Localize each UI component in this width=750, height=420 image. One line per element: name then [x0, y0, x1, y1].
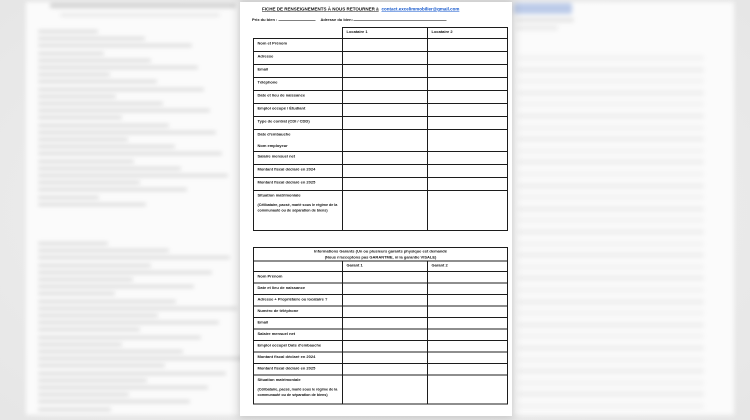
blur-bar	[38, 188, 187, 191]
row-label-cell	[254, 329, 343, 341]
value-cell-col1	[343, 39, 428, 52]
blur-bar	[38, 52, 104, 55]
value-cell-col2	[428, 341, 508, 353]
row-label: Salaire mensuel net	[257, 154, 296, 159]
value-cell-col2	[428, 191, 508, 231]
blur-bar	[38, 372, 226, 375]
blur-bar	[518, 206, 704, 212]
value-cell-col1	[343, 375, 428, 404]
blur-bar	[38, 102, 163, 105]
price-label: Prix du bien :	[252, 17, 278, 22]
row-label: Montant fiscal déclaré en 2024	[257, 354, 316, 359]
row-label: Email	[257, 67, 269, 72]
blur-bar	[38, 160, 134, 163]
value-cell-col2	[428, 306, 508, 318]
value-cell-col2	[428, 104, 508, 117]
row-label: Emploi occupé/ Date d'embauche	[257, 343, 322, 348]
table-row	[254, 295, 508, 307]
address-blank-line	[353, 17, 446, 21]
row-label-cell	[254, 117, 343, 130]
blur-bar	[38, 44, 192, 47]
blur-bar	[518, 345, 704, 351]
value-cell-col2	[428, 152, 508, 165]
table-row	[254, 191, 508, 231]
blur-bar	[38, 364, 165, 367]
value-cell-col2	[428, 165, 508, 178]
blur-bar	[518, 391, 704, 397]
blur-bar	[518, 368, 704, 374]
header-garant-2: Garant 2	[428, 261, 508, 272]
blur-bar	[518, 299, 704, 305]
blur-bar	[38, 131, 216, 134]
row-label: Nom et Prénom	[257, 41, 288, 46]
blur-bar	[38, 321, 219, 324]
table-row	[254, 65, 508, 78]
table-row	[254, 341, 508, 353]
value-cell-col2	[428, 283, 508, 295]
table-row	[254, 364, 508, 376]
blur-bar	[514, 3, 572, 14]
email-link[interactable]: contact.excelimmobilier@gmail.com	[381, 6, 460, 12]
blur-bar	[38, 408, 111, 411]
value-cell-col2	[428, 272, 508, 284]
blur-bar	[38, 167, 181, 170]
value-cell-col1	[343, 78, 428, 91]
document-page	[240, 2, 512, 416]
blur-bar	[518, 333, 704, 339]
table-row	[254, 39, 508, 52]
blur-bar	[38, 271, 212, 274]
empty-corner-cell	[254, 28, 343, 39]
row-label-cell	[254, 352, 343, 364]
blur-bar	[38, 400, 190, 403]
header-locataire-2: Locataire 2	[428, 28, 508, 39]
table-row	[254, 130, 508, 152]
value-cell-col2	[428, 130, 508, 152]
row-label: Type de contrat (CDI / CDD)	[257, 119, 310, 124]
row-sublabel: (Célibataire, pacsé, marié sous le régime de la communauté ou de séparation de biens)	[257, 202, 338, 213]
blur-bar	[38, 73, 110, 76]
blur-bar	[518, 380, 704, 386]
blur-bar	[38, 109, 210, 112]
table-row	[254, 352, 508, 364]
blur-bar	[38, 152, 222, 155]
blur-bar	[518, 78, 704, 84]
value-cell-col1	[343, 178, 428, 191]
row-label-cell	[254, 283, 343, 295]
table-row	[254, 165, 508, 178]
blur-bar	[518, 357, 704, 363]
blur-bar	[38, 203, 146, 206]
value-cell-col1	[343, 352, 428, 364]
row-label-cell	[254, 191, 343, 231]
value-cell-col1	[343, 165, 428, 178]
value-cell-col1	[343, 117, 428, 130]
row-label: Date d'embauche	[257, 132, 291, 137]
blur-bar	[38, 30, 98, 33]
table-row	[254, 104, 508, 117]
garants-header-row	[254, 261, 508, 272]
blur-bar	[518, 148, 704, 154]
row-label-cell	[254, 375, 343, 404]
blur-bar	[38, 314, 158, 317]
value-cell-col1	[343, 318, 428, 330]
row-label: Téléphone	[257, 80, 278, 85]
row-label: Montant fiscal déclaré en 2025	[257, 366, 316, 371]
blur-bar	[38, 343, 122, 346]
row-label: Email	[257, 320, 269, 325]
blur-bar	[518, 217, 704, 223]
blur-bar	[518, 252, 704, 258]
row-label-cell	[254, 91, 343, 104]
blur-bar	[38, 300, 176, 303]
blur-bar	[518, 67, 704, 73]
blur-bar	[38, 357, 244, 360]
table-row	[254, 283, 508, 295]
value-cell-col2	[428, 375, 508, 404]
row-label: Adresse	[257, 54, 274, 59]
value-cell-col2	[428, 329, 508, 341]
row-label: Montant fiscal déclaré en 2025	[257, 180, 316, 185]
blur-bar	[518, 125, 704, 131]
blur-bar	[38, 116, 122, 119]
row-label-cell	[254, 152, 343, 165]
header-garant-1: Garant 1	[343, 261, 428, 272]
row-label-cell	[254, 39, 343, 52]
blur-bar	[38, 278, 133, 281]
blur-bar	[38, 138, 128, 141]
blur-bar	[38, 59, 151, 62]
blur-bar	[38, 328, 140, 331]
row-label-cell	[254, 130, 343, 152]
garants-title-line2: (Nous n'acceptons pas GARANTME, ni la garantie VISALE)	[324, 255, 437, 260]
blur-bar	[518, 322, 704, 328]
blur-bar	[38, 174, 228, 177]
table-row	[254, 178, 508, 191]
table-row	[254, 306, 508, 318]
title-text: FICHE DE RENSEIGNEMENTS À NOUS RETOURNER à	[262, 6, 379, 12]
value-cell-col1	[343, 364, 428, 376]
document-page-content	[240, 2, 512, 416]
table-row	[254, 329, 508, 341]
value-cell-col1	[343, 341, 428, 353]
row-label-cell	[254, 341, 343, 353]
row-label: Emploi occupé / Étudiant	[257, 106, 306, 111]
value-cell-col2	[428, 78, 508, 91]
blur-bar	[38, 350, 183, 353]
row-label: Numéro de téléphone	[257, 308, 299, 313]
blur-bar	[38, 264, 151, 267]
price-blank-line	[278, 17, 315, 21]
row-label-cell	[254, 272, 343, 284]
property-info-line	[252, 17, 446, 22]
blur-bar	[38, 249, 169, 252]
blur-bar	[518, 113, 704, 119]
value-cell-col2	[428, 91, 508, 104]
value-cell-col2	[428, 52, 508, 65]
row-label-cell	[254, 364, 343, 376]
blur-bar	[518, 101, 704, 107]
document-title	[262, 7, 459, 12]
value-cell-col1	[343, 65, 428, 78]
value-cell-col2	[428, 352, 508, 364]
value-cell-col1	[343, 283, 428, 295]
garants-title-line1: Informations Garants (Un ou plusieurs garants physique est demandé	[314, 249, 447, 254]
address-label: Adresse du bien:	[320, 17, 353, 22]
blur-bar	[518, 171, 704, 177]
value-cell-col2	[428, 39, 508, 52]
blur-bar	[38, 37, 145, 40]
garants-table	[253, 247, 508, 405]
value-cell-col1	[343, 91, 428, 104]
blur-bar	[38, 292, 115, 295]
blur-bar	[38, 336, 201, 339]
row-label-cell	[254, 104, 343, 117]
row-label: Montant fiscal déclaré en 2024	[257, 167, 316, 172]
blur-bar	[516, 26, 558, 30]
value-cell-col1	[343, 329, 428, 341]
row-label-cell	[254, 78, 343, 91]
value-cell-col2	[428, 178, 508, 191]
value-cell-col1	[343, 104, 428, 117]
blur-bar	[38, 181, 140, 184]
blur-bar	[38, 124, 169, 127]
empty-header-cell	[254, 261, 343, 272]
blur-bar	[50, 3, 236, 8]
table-row	[254, 375, 508, 404]
blur-bar	[518, 275, 704, 281]
row-label: Date et lieu de naissance	[257, 285, 306, 290]
row-label: Salaire mensuel net	[257, 331, 296, 336]
blur-bar	[518, 241, 704, 247]
blur-bar	[38, 145, 175, 148]
blur-bar	[60, 13, 220, 17]
table-row	[254, 318, 508, 330]
blur-bar	[38, 379, 147, 382]
row-label: Situation matrimoniale	[257, 193, 301, 198]
row-label: Situation matrimoniale	[257, 377, 301, 382]
blur-bar	[518, 264, 704, 270]
row-label-cell	[254, 295, 343, 307]
blur-bar	[518, 403, 704, 409]
blur-bar	[518, 55, 704, 61]
value-cell-col1	[343, 191, 428, 231]
table-row	[254, 78, 508, 91]
blur-bar	[38, 285, 194, 288]
blur-bar	[38, 307, 237, 310]
table-row	[254, 91, 508, 104]
blur-bar	[518, 136, 704, 142]
row-label-cell	[254, 165, 343, 178]
value-cell-col2	[428, 117, 508, 130]
blur-bar	[518, 229, 704, 235]
value-cell-col1	[343, 272, 428, 284]
blur-bar	[38, 256, 230, 259]
blurred-background-right	[512, 2, 734, 415]
row-sublabel: (Célibataire, pacsé, marié sous le régime de la communauté ou de séparation de biens)	[257, 387, 338, 397]
row-label-cell	[254, 65, 343, 78]
garants-table-title	[254, 248, 508, 262]
blur-bar	[518, 194, 704, 200]
blur-bar	[38, 393, 129, 396]
blur-bar	[518, 310, 704, 316]
blur-bar	[38, 242, 108, 245]
blurred-background-left	[26, 2, 240, 415]
locataires-table	[253, 27, 508, 231]
row-label: Date et lieu de naissance	[257, 93, 306, 98]
blur-bar	[518, 287, 704, 293]
value-cell-col1	[343, 52, 428, 65]
value-cell-col1	[343, 306, 428, 318]
row-label-cell	[254, 318, 343, 330]
header-locataire-1: Locataire 1	[343, 28, 428, 39]
value-cell-col2	[428, 318, 508, 330]
blur-bar	[518, 183, 704, 189]
row-label: Nom Prénom	[257, 274, 283, 279]
blur-bar	[518, 90, 704, 96]
value-cell-col1	[343, 152, 428, 165]
value-cell-col2	[428, 295, 508, 307]
row-label-cell	[254, 306, 343, 318]
garants-title-row	[254, 248, 508, 262]
value-cell-col2	[428, 65, 508, 78]
table-row	[254, 272, 508, 284]
blur-bar	[38, 80, 157, 83]
blur-bar	[38, 386, 208, 389]
row-sublabel: Nom employeur	[257, 143, 288, 148]
row-label-cell	[254, 178, 343, 191]
blur-bar	[516, 18, 574, 22]
table-row	[254, 152, 508, 165]
locataires-header-row	[254, 28, 508, 39]
value-cell-col2	[428, 364, 508, 376]
value-cell-col1	[343, 295, 428, 307]
value-cell-col1	[343, 130, 428, 152]
row-label: Adresse + Propriétaire ou locataire ?	[257, 297, 328, 302]
blur-bar	[38, 88, 204, 91]
blur-bar	[518, 159, 704, 165]
blur-bar	[38, 95, 116, 98]
row-label-cell	[254, 52, 343, 65]
table-row	[254, 117, 508, 130]
blur-bar	[38, 196, 99, 199]
blur-bar	[38, 66, 198, 69]
table-row	[254, 52, 508, 65]
